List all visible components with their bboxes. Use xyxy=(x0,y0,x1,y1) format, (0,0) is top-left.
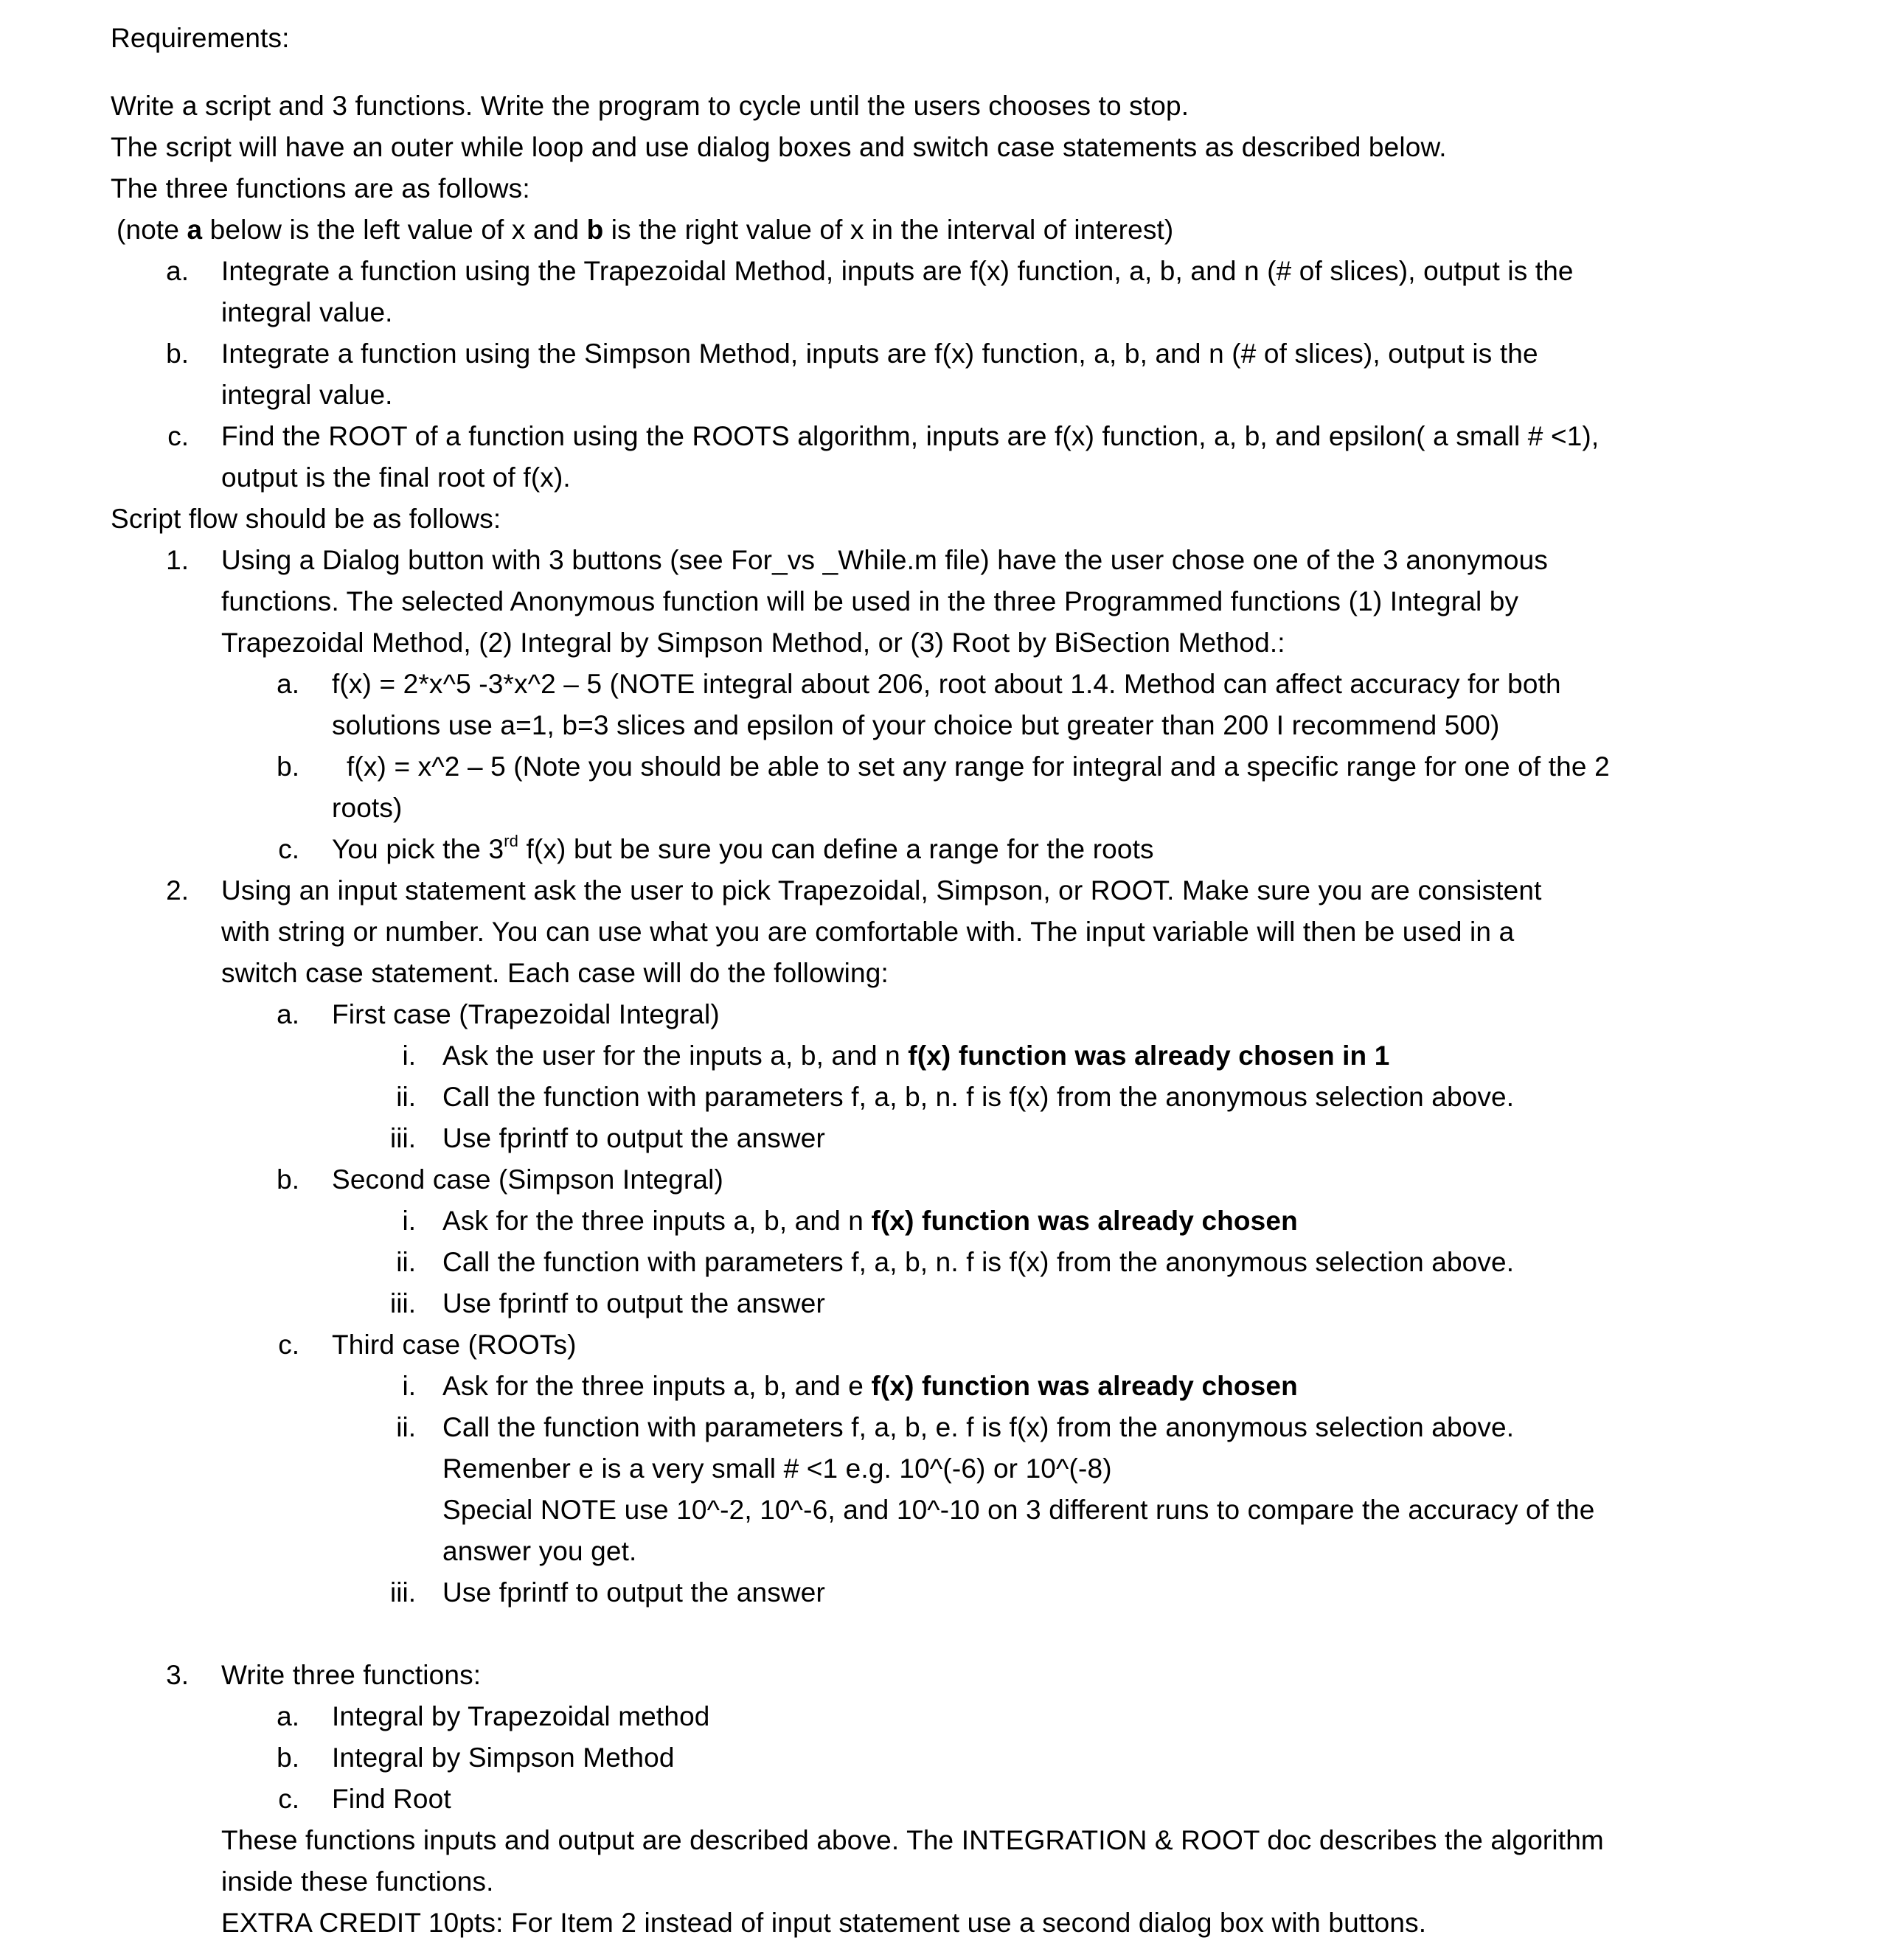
step-1-line-3: Trapezoidal Method, (2) Integral by Simpson Method, or (3) Root by BiSection Method.: xyxy=(221,628,1285,658)
step-2b-i-bold: f(x) function was already chosen xyxy=(871,1206,1298,1236)
step-2b-i-label: i. xyxy=(402,1206,416,1236)
step-2a-i-bold: f(x) function was already chosen in 1 xyxy=(908,1040,1390,1071)
step-1a-line-2: solutions use a=1, b=3 slices and epsilon of your choice but greater than 200 I recommend 500) xyxy=(332,710,1500,740)
step-2c-i-label: i. xyxy=(402,1371,416,1401)
function-c-line-2: output is the final root of f(x). xyxy=(221,462,571,493)
intro-line-1: Write a script and 3 functions. Write the program to cycle until the users chooses to stop. xyxy=(111,91,1189,121)
step-2c-ii-line-3: Special NOTE use 10^-2, 10^-6, and 10^-10 on 3 different runs to compare the accuracy of the xyxy=(442,1495,1595,1525)
step-3b-text: Integral by Simpson Method xyxy=(332,1742,675,1773)
step-1c-pre: You pick the 3 xyxy=(332,834,504,864)
note-mid: below is the left value of x and xyxy=(202,215,587,245)
step-2b-i-line xyxy=(442,1200,1298,1242)
function-c-line-1: Find the ROOT of a function using the ROOTS algorithm, inputs are f(x) function, a, b, and epsilon( a small # <1), xyxy=(221,421,1600,451)
step-2b-ii-text: Call the function with parameters f, a, b, n. f is f(x) from the anonymous selection above. xyxy=(442,1247,1515,1277)
step-1b-line-2: roots) xyxy=(332,793,403,823)
step-2a-i-text: Ask the user for the inputs a, b, and n xyxy=(442,1040,909,1071)
step-2b-title: Second case (Simpson Integral) xyxy=(332,1164,723,1195)
step-2c-ii-line-1: Call the function with parameters f, a, b, e. f is f(x) from the anonymous selection above. xyxy=(442,1412,1515,1442)
function-label-a: a. xyxy=(166,256,189,286)
step-2c-label: c. xyxy=(278,1330,299,1360)
step-2-line-2: with string or number. You can use what you are comfortable with. The input variable will then be used in a xyxy=(221,917,1515,947)
step-2c-ii-label: ii. xyxy=(396,1412,416,1442)
note-a-bold: a xyxy=(187,215,203,245)
step-3c-text: Find Root xyxy=(332,1784,451,1814)
note-open: (note xyxy=(117,215,187,245)
note-end: is the right value of x in the interval of interest) xyxy=(603,215,1174,245)
step-2-line-1: Using an input statement ask the user to pick Trapezoidal, Simpson, or ROOT. Make sure you are consistent xyxy=(221,875,1542,906)
step-3b-label: b. xyxy=(277,1742,299,1773)
step-2a-ii-label: ii. xyxy=(396,1082,416,1112)
script-flow-heading: Script flow should be as follows: xyxy=(111,504,501,534)
step-2a-label: a. xyxy=(277,999,299,1029)
step-2a-iii-label: iii. xyxy=(390,1123,416,1153)
step-1-line-1: Using a Dialog button with 3 buttons (see For_vs _While.m file) have the user chose one of the 3 anonymous xyxy=(221,545,1549,575)
step-2c-i-bold: f(x) function was already chosen xyxy=(871,1371,1298,1401)
step-2a-i-line xyxy=(442,1035,1389,1077)
step-2c-iii-text: Use fprintf to output the answer xyxy=(442,1577,825,1608)
step-3-title: Write three functions: xyxy=(221,1660,482,1690)
step-1b-label: b. xyxy=(277,751,299,782)
step-2c-i-text: Ask for the three inputs a, b, and e xyxy=(442,1371,872,1401)
step-3c-label: c. xyxy=(278,1784,299,1814)
intro-line-3: The three functions are as follows: xyxy=(111,173,530,204)
function-b-line-1: Integrate a function using the Simpson Method, inputs are f(x) function, a, b, and n (# of slices), output is the xyxy=(221,338,1538,369)
function-a-line-2: integral value. xyxy=(221,297,393,327)
step-2b-label: b. xyxy=(277,1164,299,1195)
step-2c-iii-label: iii. xyxy=(390,1577,416,1608)
step-1c-post: f(x) but be sure you can define a range for the roots xyxy=(518,834,1154,864)
step-2a-title: First case (Trapezoidal Integral) xyxy=(332,999,720,1029)
extra-credit-line: EXTRA CREDIT 10pts: For Item 2 instead of input statement use a second dialog box with buttons. xyxy=(221,1908,1427,1938)
step-1c-label: c. xyxy=(278,834,299,864)
function-label-b: b. xyxy=(166,338,189,369)
note-b-bold: b xyxy=(586,215,604,245)
step-3-label: 3. xyxy=(166,1660,189,1690)
interval-note xyxy=(117,209,1173,251)
step-1c-superscript: rd xyxy=(504,832,519,850)
step-2a-iii-text: Use fprintf to output the answer xyxy=(442,1123,825,1153)
function-label-c: c. xyxy=(167,421,189,451)
step-2c-i-line xyxy=(442,1366,1298,1407)
step-2-label: 2. xyxy=(166,875,189,906)
intro-line-2: The script will have an outer while loop and use dialog boxes and switch case statements as described below. xyxy=(111,132,1447,162)
step-1-label: 1. xyxy=(166,545,189,575)
step-3a-label: a. xyxy=(277,1701,299,1731)
step-1c-line xyxy=(332,829,1154,870)
step-2b-ii-label: ii. xyxy=(396,1247,416,1277)
step-1b-line-1: f(x) = x^2 – 5 (Note you should be able to set any range for integral and a specific range for one of the 2 xyxy=(347,751,1610,782)
step-2c-ii-line-4: answer you get. xyxy=(442,1536,637,1566)
step-3a-text: Integral by Trapezoidal method xyxy=(332,1701,710,1731)
step-2a-ii-text: Call the function with parameters f, a, b, n. f is f(x) from the anonymous selection above. xyxy=(442,1082,1515,1112)
step-2-line-3: switch case statement. Each case will do the following: xyxy=(221,958,889,988)
step-2b-i-text: Ask for the three inputs a, b, and n xyxy=(442,1206,872,1236)
step-1a-line-1: f(x) = 2*x^5 -3*x^2 – 5 (NOTE integral about 206, root about 1.4. Method can affect accuracy for both xyxy=(332,669,1561,699)
requirements-heading: Requirements: xyxy=(111,23,290,53)
function-b-line-2: integral value. xyxy=(221,380,393,410)
function-a-line-1: Integrate a function using the Trapezoidal Method, inputs are f(x) function, a, b, and n (# of slices), output is the xyxy=(221,256,1574,286)
step-2c-ii-line-2: Remenber e is a very small # <1 e.g. 10^(-6) or 10^(-8) xyxy=(442,1453,1112,1484)
step-2b-iii-text: Use fprintf to output the answer xyxy=(442,1288,825,1318)
step-1a-label: a. xyxy=(277,669,299,699)
step-2b-iii-label: iii. xyxy=(390,1288,416,1318)
step-3-after-line-1: These functions inputs and output are described above. The INTEGRATION & ROOT doc describes the algorithm xyxy=(221,1825,1604,1855)
step-1-line-2: functions. The selected Anonymous function will be used in the three Programmed functions (1) Integral by xyxy=(221,586,1519,616)
step-2a-i-label: i. xyxy=(402,1040,416,1071)
step-3-after-line-2: inside these functions. xyxy=(221,1866,494,1897)
step-2c-title: Third case (ROOTs) xyxy=(332,1330,577,1360)
